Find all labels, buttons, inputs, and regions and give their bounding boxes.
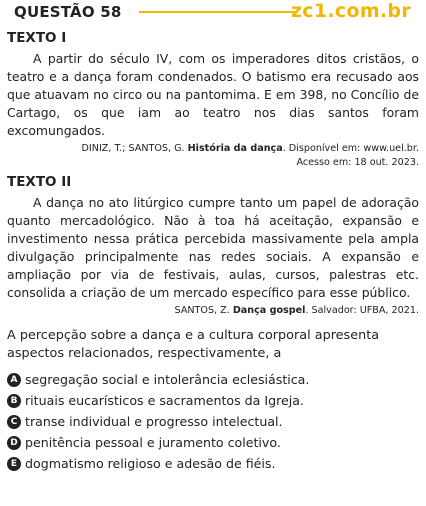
question-stem: A percepção sobre a dança e a cultura corporal apresenta aspectos relacionados, respectivamente, a: [7, 328, 380, 361]
answer-options: [7, 369, 419, 474]
texto2-source: [7, 304, 419, 318]
option-d[interactable]: [7, 432, 419, 453]
option-letter-b: B: [7, 394, 21, 408]
texto1-source: [7, 142, 419, 170]
option-text-c: transe individual e progresso intelectual.: [25, 414, 283, 429]
texto2-source-suffix: . Salvador: UFBA, 2021.: [305, 305, 419, 316]
option-b[interactable]: [7, 390, 419, 411]
option-text-a: segregação social e intolerância eclesiástica.: [25, 372, 310, 387]
texto1-source-title: História da dança: [187, 143, 283, 154]
question-number: QUESTÃO 58: [14, 3, 122, 21]
option-e[interactable]: [7, 453, 419, 474]
option-text-e: dogmatismo religioso e adesão de fiéis.: [25, 456, 276, 471]
option-text-b: rituais eucarísticos e sacramentos da Igreja.: [25, 393, 304, 408]
brand-logo: zc1.com.br: [290, 0, 411, 22]
option-a[interactable]: [7, 369, 419, 390]
option-letter-e: E: [7, 457, 21, 471]
texto2-title: TEXTO II: [7, 174, 72, 190]
question-header: [7, 0, 419, 26]
option-c[interactable]: [7, 411, 419, 432]
texto1-body: A partir do século IV, com os imperadores ditos cristãos, o teatro e a dança foram condenados. O batismo era recusado aos que atuavam no circo ou na pantomima. E em 398, no Concílio de Cartago, os que iam ao teatro nos dias santos foram excomungados.: [7, 51, 419, 138]
texto1-title: TEXTO I: [7, 30, 67, 46]
option-letter-d: D: [7, 436, 21, 450]
texto2-source-prefix: SANTOS, Z.: [174, 305, 233, 316]
texto1-source-prefix: DINIZ, T.; SANTOS, G.: [81, 143, 188, 154]
option-text-d: penitência pessoal e juramento coletivo.: [25, 435, 281, 450]
option-letter-a: A: [7, 373, 21, 387]
option-letter-c: C: [7, 415, 21, 429]
texto1-source-access: Acesso em: 18 out. 2023.: [296, 157, 419, 168]
header-divider: [139, 11, 297, 13]
texto2-body: A dança no ato litúrgico cumpre tanto um papel de adoração quanto mercadológico. Não à toa há aceitação, expansão e investimento nessa prática percebida massivamente pela ampla divulgação principalmente nas redes sociais. A expansão e ampliação por via de festivais, aulas, cursos, palestras etc. consolida a criação de um mercado específico para esse público.: [7, 195, 419, 300]
texto2-source-title: Dança gospel: [232, 305, 306, 316]
texto1-source-suffix: . Disponível em: www.uel.br.: [282, 143, 419, 154]
